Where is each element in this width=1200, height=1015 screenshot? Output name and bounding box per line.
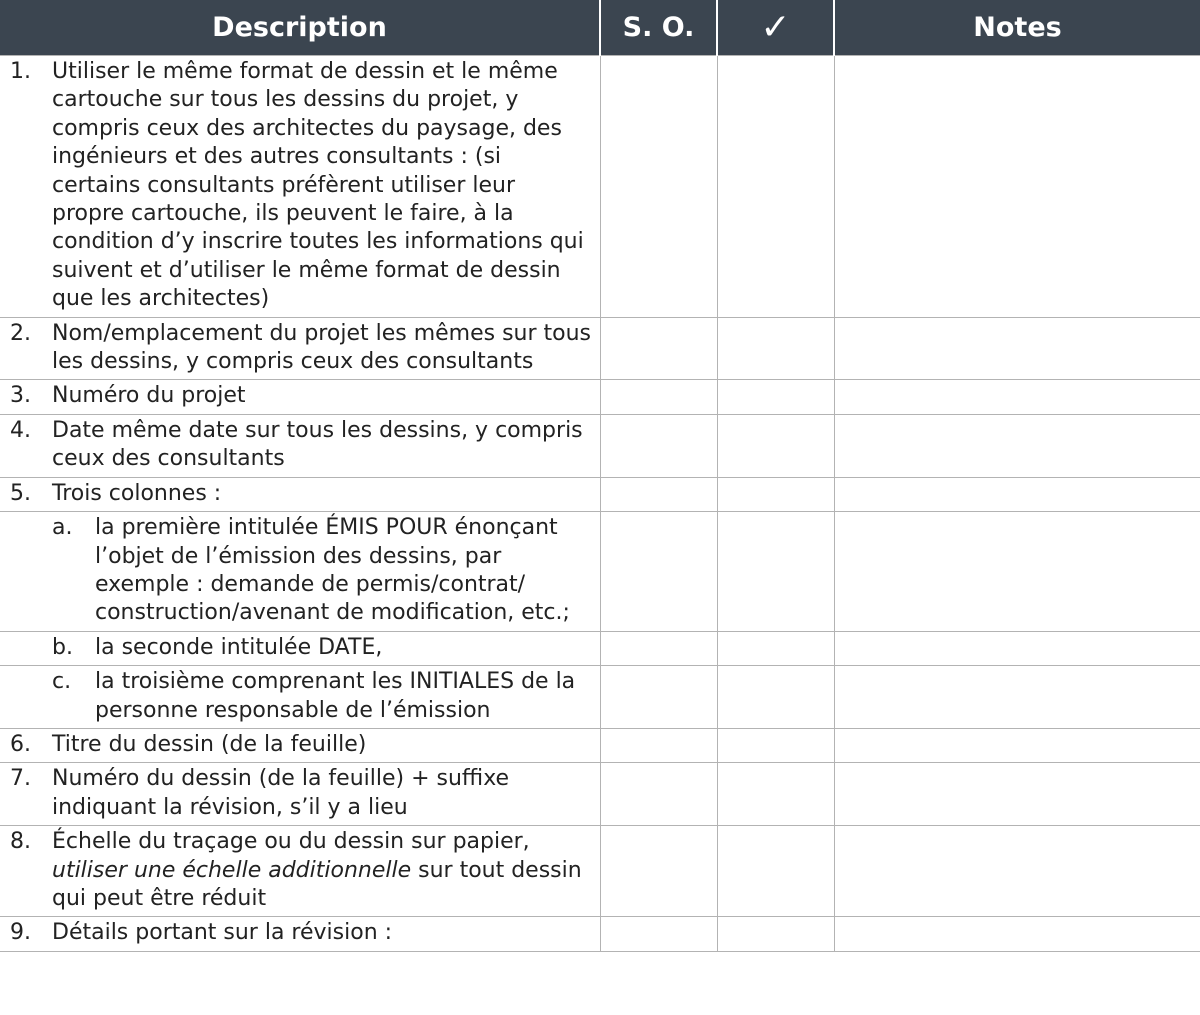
check-cell[interactable] [717,380,834,414]
description-cell [0,763,600,826]
item-letter: a. [52,515,73,541]
table-row [0,666,1200,729]
description-cell [0,728,600,762]
item-text: Nom/emplacement du projet les mêmes sur tous les dessins, y compris ceux des consultants [52,320,592,375]
list-item [0,828,600,913]
list-subitem [0,514,600,628]
so-cell[interactable] [600,631,717,665]
table-row [0,826,1200,917]
description-cell [0,477,600,511]
item-number: 6. [10,731,31,757]
item-number: 9. [10,920,31,946]
item-text-start: Échelle du traçage ou du dessin sur papier, [52,829,530,855]
so-cell[interactable] [600,666,717,729]
list-subitem [0,634,600,662]
item-letter: c. [52,669,72,695]
so-cell[interactable] [600,763,717,826]
description-cell [0,631,600,665]
item-letter: b. [52,634,73,660]
item-number: 5. [10,480,31,506]
check-cell[interactable] [717,763,834,826]
description-cell [0,666,600,729]
check-cell[interactable] [717,477,834,511]
table-row [0,477,1200,511]
item-text-emphasis: utiliser une échelle additionnelle [52,857,412,883]
list-item [0,417,600,474]
header-description: Description [0,0,600,56]
so-cell[interactable] [600,477,717,511]
notes-cell[interactable] [834,317,1200,380]
description-cell [0,56,600,318]
item-number: 8. [10,829,31,855]
item-number: 4. [10,417,31,443]
header-row [0,0,1200,56]
item-text: Détails portant sur la révision : [52,920,393,946]
list-item [0,731,600,759]
check-cell[interactable] [717,512,834,632]
table-row [0,56,1200,318]
notes-cell[interactable] [834,666,1200,729]
notes-cell[interactable] [834,917,1200,951]
so-cell[interactable] [600,317,717,380]
notes-cell[interactable] [834,763,1200,826]
item-text-end: sur tout dessin qui peut être réduit [52,857,582,911]
so-cell[interactable] [600,56,717,318]
description-cell [0,512,600,632]
list-item [0,765,600,822]
notes-cell[interactable] [834,380,1200,414]
description-cell [0,317,600,380]
check-cell[interactable] [717,917,834,951]
table-row [0,917,1200,951]
header-so: S. O. [600,0,717,56]
item-number: 3. [10,383,31,409]
check-cell[interactable] [717,631,834,665]
so-cell[interactable] [600,380,717,414]
table-row [0,763,1200,826]
so-cell[interactable] [600,414,717,477]
check-cell[interactable] [717,56,834,318]
notes-cell[interactable] [834,826,1200,917]
notes-cell[interactable] [834,477,1200,511]
item-text: la troisième comprenant les INITIALES de la personne responsable de l’émission [95,669,576,723]
notes-cell[interactable] [834,512,1200,632]
check-cell[interactable] [717,414,834,477]
list-item [0,58,600,314]
notes-cell[interactable] [834,56,1200,318]
check-cell[interactable] [717,666,834,729]
list-item [0,480,600,508]
description-cell [0,380,600,414]
item-number: 7. [10,766,31,792]
item-text: la première intitulée ÉMIS POUR énonçant l’objet de l’émission des dessins, par exemple : demande de permis/contrat/ construction/avenant de modification, etc.; [95,515,570,626]
check-cell[interactable] [717,317,834,380]
so-cell[interactable] [600,728,717,762]
item-text: Trois colonnes : [52,480,222,506]
description-cell [0,917,600,951]
item-number: 1. [10,59,31,84]
table-row [0,631,1200,665]
table-row [0,414,1200,477]
check-cell[interactable] [717,826,834,917]
item-text: Numéro du projet [52,383,246,409]
list-subitem [0,668,600,725]
description-cell [0,414,600,477]
list-item [0,919,600,947]
table-row [0,512,1200,632]
item-text: Date même date sur tous les dessins, y compris ceux des consultants [52,417,583,472]
item-text: Numéro du dessin (de la feuille) + suffixe indiquant la révision, s’il y a lieu [52,766,510,820]
notes-cell[interactable] [834,631,1200,665]
notes-cell[interactable] [834,414,1200,477]
list-item [0,320,600,377]
so-cell[interactable] [600,826,717,917]
item-text: Utiliser le même format de dessin et le même cartouche sur tous les dessins du projet, y compris ceux des architectes du paysage, des ingénieurs et des autres consultants : (si certains consultants préfèrent utiliser leur propre cartouche, ils peuvent le faire, à la condition d’y inscrire toutes les informations qui suivent et d’utiliser le même format de dessin que les architectes) [52,59,584,312]
table-row [0,317,1200,380]
header-notes: Notes [834,0,1200,56]
table-row [0,380,1200,414]
item-number: 2. [10,320,31,346]
list-item [0,382,600,410]
checkmark-icon: ✓ [760,6,791,48]
description-cell [0,826,600,917]
item-text: la seconde intitulée DATE, [95,634,383,660]
table-row [0,728,1200,762]
so-cell[interactable] [600,917,717,951]
so-cell[interactable] [600,512,717,632]
item-text: Titre du dessin (de la feuille) [52,731,367,757]
header-check [717,0,834,56]
check-cell[interactable] [717,728,834,762]
notes-cell[interactable] [834,728,1200,762]
